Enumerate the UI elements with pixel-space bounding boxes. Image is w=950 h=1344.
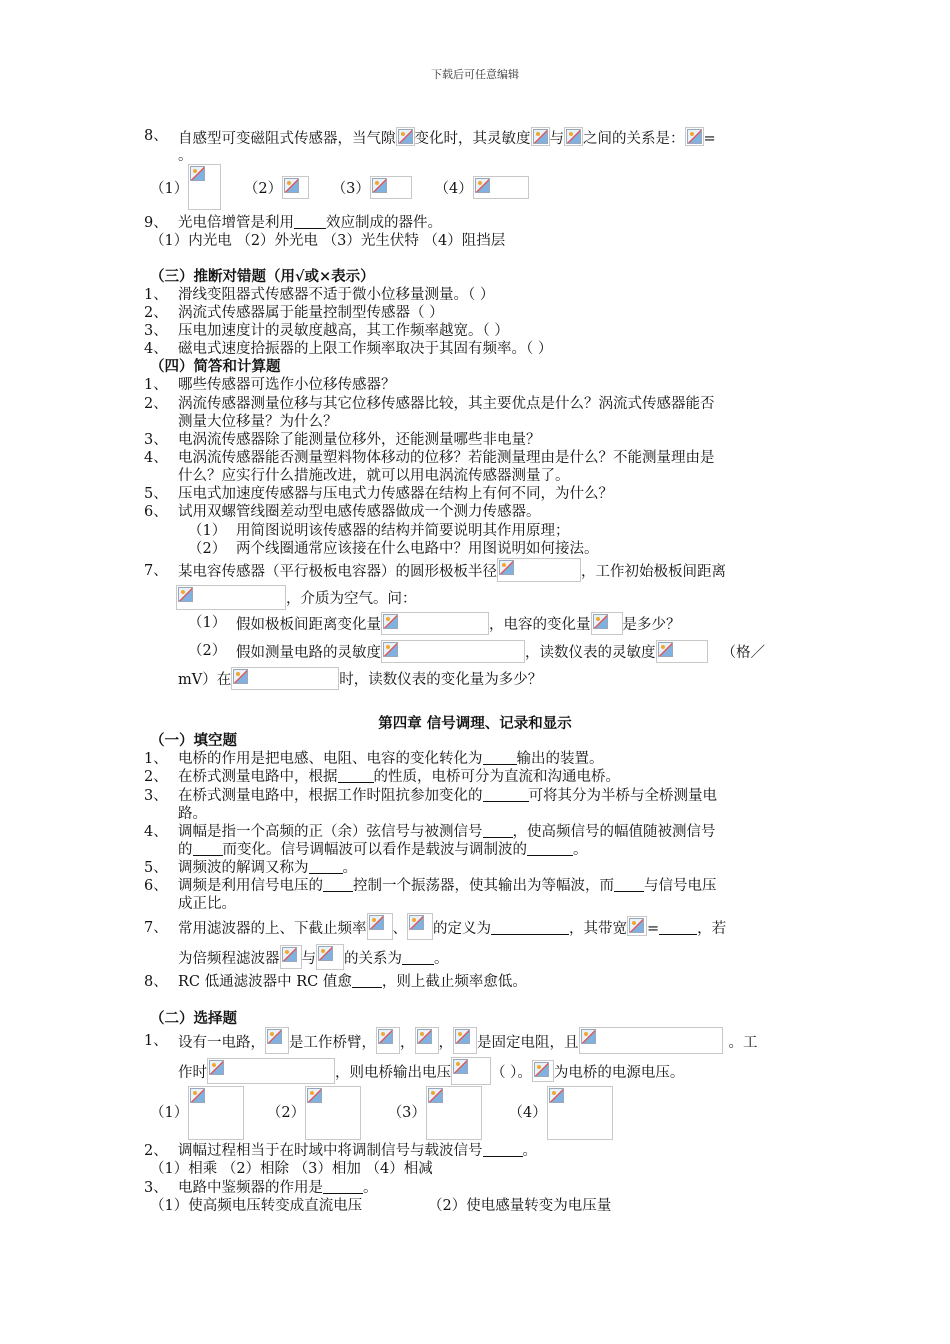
fill-number: 2、 xyxy=(144,769,168,785)
formula-image xyxy=(367,913,393,940)
q8-line2: 。 xyxy=(178,148,193,164)
formula-image xyxy=(656,640,708,663)
sec4-q1: 哪些传感器可选作小位移传感器？ xyxy=(178,377,396,393)
formula-image xyxy=(415,1027,439,1054)
option-image xyxy=(188,164,221,210)
fill-number: 4、 xyxy=(144,824,168,840)
sec4-q7-line2: ，介质为空气。问： xyxy=(176,585,417,610)
fill-q6-line1: 调频是利用信号电压的 控制一个振荡器，使其输出为等幅波，而 与信号电压 xyxy=(178,878,717,894)
sec3-item-number: 4、 xyxy=(144,341,168,357)
fill-q6-line2: 成正比。 xyxy=(178,896,236,912)
option-image xyxy=(188,1086,244,1140)
formula-image xyxy=(376,1027,400,1054)
formula-image xyxy=(176,585,286,610)
formula-image xyxy=(407,913,433,940)
fill-q7-line1: 常用滤波器的上、下截止频率 、 的定义为 ，其带宽 = ，若 xyxy=(178,913,726,940)
q8-line1: 自感型可变磁阻式传感器，当气隙 变化时，其灵敏度 与 之间的关系是： = xyxy=(178,127,716,148)
choice-q1-options: （1） （2） （3） （4） xyxy=(150,1086,613,1140)
fill-number: 1、 xyxy=(144,751,168,767)
choice-number: 1、 xyxy=(144,1033,168,1049)
option-image xyxy=(282,176,309,199)
fill-number: 5、 xyxy=(144,860,168,876)
sec4-q-number: 5、 xyxy=(144,486,168,502)
sec3-item-number: 2、 xyxy=(144,305,168,321)
fill-number: 8、 xyxy=(144,974,168,990)
sub-number: （2） xyxy=(188,541,227,557)
ch4-section2-title: （二）选择题 xyxy=(150,1010,237,1027)
sec4-q7-sub2: 假如测量电路的灵敏度 ，读数仪表的灵敏度 （格／ xyxy=(236,640,765,663)
formula-image xyxy=(231,667,339,690)
fill-q3-line2: 路。 xyxy=(178,806,207,822)
sec4-q4-line1: 电涡流传感器能否测量塑料物体移动的位移？若能测量理由是什么？不能测量理由是 xyxy=(178,450,715,466)
formula-image xyxy=(579,1027,723,1054)
formula-image xyxy=(564,127,583,146)
q9-number: 9、 xyxy=(144,215,168,231)
formula-image xyxy=(316,944,344,970)
sec4-q-number: 6、 xyxy=(144,504,168,520)
formula-image xyxy=(453,1027,477,1054)
sec4-q2-line2: 测量大位移量？为什么？ xyxy=(178,414,338,430)
sec3-item-number: 3、 xyxy=(144,323,168,339)
sec4-q-number: 7、 xyxy=(144,563,168,579)
formula-image xyxy=(396,127,415,146)
sub-number: （2） xyxy=(188,643,227,659)
fill-q4-line2: 的 而变化。信号调幅波可以看作是载波与调制波的 。 xyxy=(178,842,588,858)
page-header: 下载后可任意编辑 xyxy=(431,68,519,81)
sec4-q4-line2: 什么？应实行什么措施改进，就可以用电涡流传感器测量了。 xyxy=(178,468,570,484)
option-image xyxy=(305,1086,361,1140)
fill-number: 7、 xyxy=(144,920,168,936)
q8-number: 8、 xyxy=(144,128,168,144)
choice-q2: 调幅过程相当于在时域中将调制信号与载波信号 。 xyxy=(178,1143,537,1159)
q8-options: （1） （2） （3） （4） xyxy=(150,164,529,210)
section3-title: （三）推断对错题（用√或×表示） xyxy=(150,268,375,285)
sec4-q-number: 3、 xyxy=(144,432,168,448)
sec4-q-number: 4、 xyxy=(144,450,168,466)
formula-image xyxy=(685,127,704,146)
option-image xyxy=(547,1086,613,1140)
choice-number: 3、 xyxy=(144,1180,168,1196)
sub-number: （1） xyxy=(188,615,227,631)
formula-image xyxy=(627,916,647,936)
fill-q4-line1: 调幅是指一个高频的正（余）弦信号与被测信号 ，使高频信号的幅值随被测信号 xyxy=(178,824,716,840)
choice-q3-option1: （1）使高频电压转变成直流电压 xyxy=(150,1198,363,1214)
sec4-q7-sub2-cont: mV）在 时，读数仪表的变化量为多少？ xyxy=(178,667,542,690)
fill-q8: RC 低通滤波器中 RC 值愈 ，则上截止频率愈低。 xyxy=(178,974,527,990)
sec4-q7-sub1: 假如极板间距离变化量 ，电容的变化量 是多少？ xyxy=(236,612,681,635)
formula-image xyxy=(591,612,623,635)
choice-q1-line1: 设有一电路， 是工作桥臂， ， ， 是固定电阻，且 。工 xyxy=(178,1027,758,1054)
sec4-q6: 试用双螺管线圈差动型电感传感器做成一个测力传感器。 xyxy=(178,504,541,520)
sec3-item: 压电加速度计的灵敏度越高，其工作频率越宽。（ ） xyxy=(178,323,509,339)
option-image xyxy=(370,176,412,199)
formula-image xyxy=(265,1027,289,1054)
formula-image xyxy=(451,1057,491,1085)
sec3-item: 涡流式传感器属于能量控制型传感器（ ） xyxy=(178,305,444,321)
sec3-item-number: 1、 xyxy=(144,287,168,303)
sec4-q6-sub1: 用简图说明该传感器的结构并简要说明其作用原理； xyxy=(236,523,570,539)
choice-q3-option2: （2）使电感量转变为电压量 xyxy=(428,1198,612,1214)
option-image xyxy=(426,1086,482,1140)
formula-image xyxy=(207,1058,335,1084)
sec4-q-number: 2、 xyxy=(144,396,168,412)
fill-q7-line2: 为倍频程滤波器 与 的关系为 。 xyxy=(178,944,449,970)
formula-image xyxy=(531,127,550,146)
fill-q3-line1: 在桥式测量电路中，根据工作时阻抗参加变化的 可将其分为半桥与全桥测量电 xyxy=(178,788,717,804)
sec4-q3: 电涡流传感器除了能测量位移外，还能测量哪些非电量？ xyxy=(178,432,541,448)
formula-image xyxy=(532,1060,554,1082)
fill-q2: 在桥式测量电路中，根据 的性质，电桥可分为直流和沟通电桥。 xyxy=(178,769,620,785)
sec4-q5: 压电式加速度传感器与压电式力传感器在结构上有何不同，为什么？ xyxy=(178,486,613,502)
q9-options: （1）内光电 （2）外光电 （3）光生伏特 （4）阻挡层 xyxy=(150,233,506,249)
sec4-q6-sub2: 两个线圈通常应该接在什么电路中？用图说明如何接法。 xyxy=(236,541,599,557)
fill-number: 6、 xyxy=(144,878,168,894)
choice-q1-line2: 作时 ，则电桥输出电压 （ ）。 为电桥的电源电压。 xyxy=(178,1057,684,1085)
sec4-q7-line1: 某电容传感器（平行极板电容器）的圆形极板半径 ，工作初始极板间距离 xyxy=(178,558,726,582)
chapter-title: 第四章 信号调理、记录和显示 xyxy=(378,715,572,732)
option-image xyxy=(473,176,529,199)
formula-image xyxy=(280,945,302,969)
sec3-item: 滑线变阻器式传感器不适于微小位移量测量。（ ） xyxy=(178,287,495,303)
choice-q2-options: （1）相乘 （2）相除 （3）相加 （4）相减 xyxy=(150,1161,433,1177)
sec3-item: 磁电式速度拾振器的上限工作频率取决于其固有频率。（ ） xyxy=(178,341,553,357)
formula-image xyxy=(381,640,525,663)
ch4-section1-title: （一）填空题 xyxy=(150,732,237,749)
fill-q1: 电桥的作用是把电感、电阻、电容的变化转化为 输出的装置。 xyxy=(178,751,604,767)
fill-q5: 调频波的解调又称为 。 xyxy=(178,860,357,876)
sec4-q-number: 1、 xyxy=(144,377,168,393)
formula-image xyxy=(381,612,489,635)
sub-number: （1） xyxy=(188,523,227,539)
choice-number: 2、 xyxy=(144,1143,168,1159)
choice-q3: 电路中鉴频器的作用是 。 xyxy=(178,1180,378,1196)
sec4-q2-line1: 涡流传感器测量位移与其它位移传感器比较，其主要优点是什么？涡流式传感器能否 xyxy=(178,396,715,412)
formula-image xyxy=(497,558,581,582)
q9-text: 光电倍增管是利用 效应制成的器件。 xyxy=(178,215,442,231)
fill-number: 3、 xyxy=(144,788,168,804)
section4-title: （四）简答和计算题 xyxy=(150,358,281,375)
